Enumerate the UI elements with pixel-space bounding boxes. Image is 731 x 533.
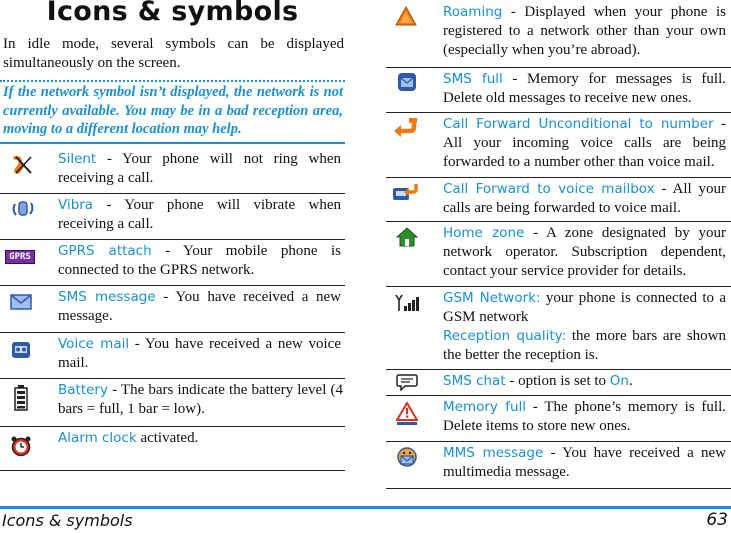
list-item-mms-message: MMS message - You have received a new multimedia message. (386, 442, 731, 489)
list-item-sms-full: SMS full - Memory for messages is full. Delete old messages to receive new ones. (386, 68, 731, 113)
mms-message-icon (392, 446, 422, 470)
alarm-clock-icon (6, 435, 36, 459)
page-number: 63 (706, 510, 728, 530)
voice-mail-icon (6, 341, 36, 365)
home-zone-icon (392, 226, 422, 250)
page-title: Icons & symbols (46, 0, 299, 27)
list-item-memory-full: Memory full - The phone’s memory is full. Delete items to store new ones. (386, 396, 731, 442)
memory-full-icon (392, 402, 422, 426)
silent-icon (8, 154, 38, 178)
list-item-call-forward-voicemail: Call Forward to voice mailbox - All your calls are being forwarded to voice mail. (386, 178, 731, 222)
footer-divider (0, 506, 731, 509)
roaming-icon (391, 6, 421, 30)
gsm-network-icon (392, 293, 422, 317)
call-forward-icon (390, 117, 420, 141)
battery-icon (6, 385, 36, 409)
list-item-call-forward: Call Forward Unconditional to number - All your incoming voice calls are being forwarded to a number other than voice mail. (386, 113, 731, 178)
list-item-silent: Silent - Your phone will not ring when receiving a call. (0, 148, 345, 194)
sms-message-icon (6, 294, 36, 318)
list-item-roaming: Roaming - Displayed when your phone is registered to a network other than your own (especially when you’re abroad). (386, 0, 731, 68)
gprs-icon: GPRS (3, 250, 37, 274)
list-item-sms-message: SMS message - You have received a new message. (0, 286, 345, 333)
list-item-gsm-network: GSM Network: your phone is connected to a GSM network Reception quality: the more bars are shown the better the reception is. (386, 287, 731, 370)
list-item-alarm-clock: Alarm clock activated. (0, 427, 345, 471)
sms-chat-icon (392, 373, 422, 397)
list-item-gprs: GPRS GPRS attach - Your mobile phone is connected to the GPRS network. (0, 240, 345, 286)
sms-full-icon (392, 72, 422, 96)
list-item-sms-chat: SMS chat - option is set to On. (386, 370, 731, 396)
list-item-home-zone: Home zone - A zone designated by your network operator. Subscription dependent, contact your service provider for details. (386, 222, 731, 287)
vibra-icon (8, 198, 38, 222)
list-item-battery: Battery - The bars indicate the battery level (4 bars = full, 1 bar = low). (0, 379, 345, 427)
list-item-vibra: Vibra - Your phone will vibrate when receiving a call. (0, 194, 345, 240)
intro-paragraph: In idle mode, several symbols can be displayed simultaneously on the screen. (3, 36, 344, 71)
call-forward-voicemail-icon (390, 182, 420, 206)
network-note: If the network symbol isn’t displayed, the network is not currently available. You may be in a bad reception area, moving to a different location may help. (0, 80, 345, 144)
list-item-voice-mail: Voice mail - You have received a new voice mail. (0, 333, 345, 379)
footer-section-title: Icons & symbols (2, 511, 133, 530)
